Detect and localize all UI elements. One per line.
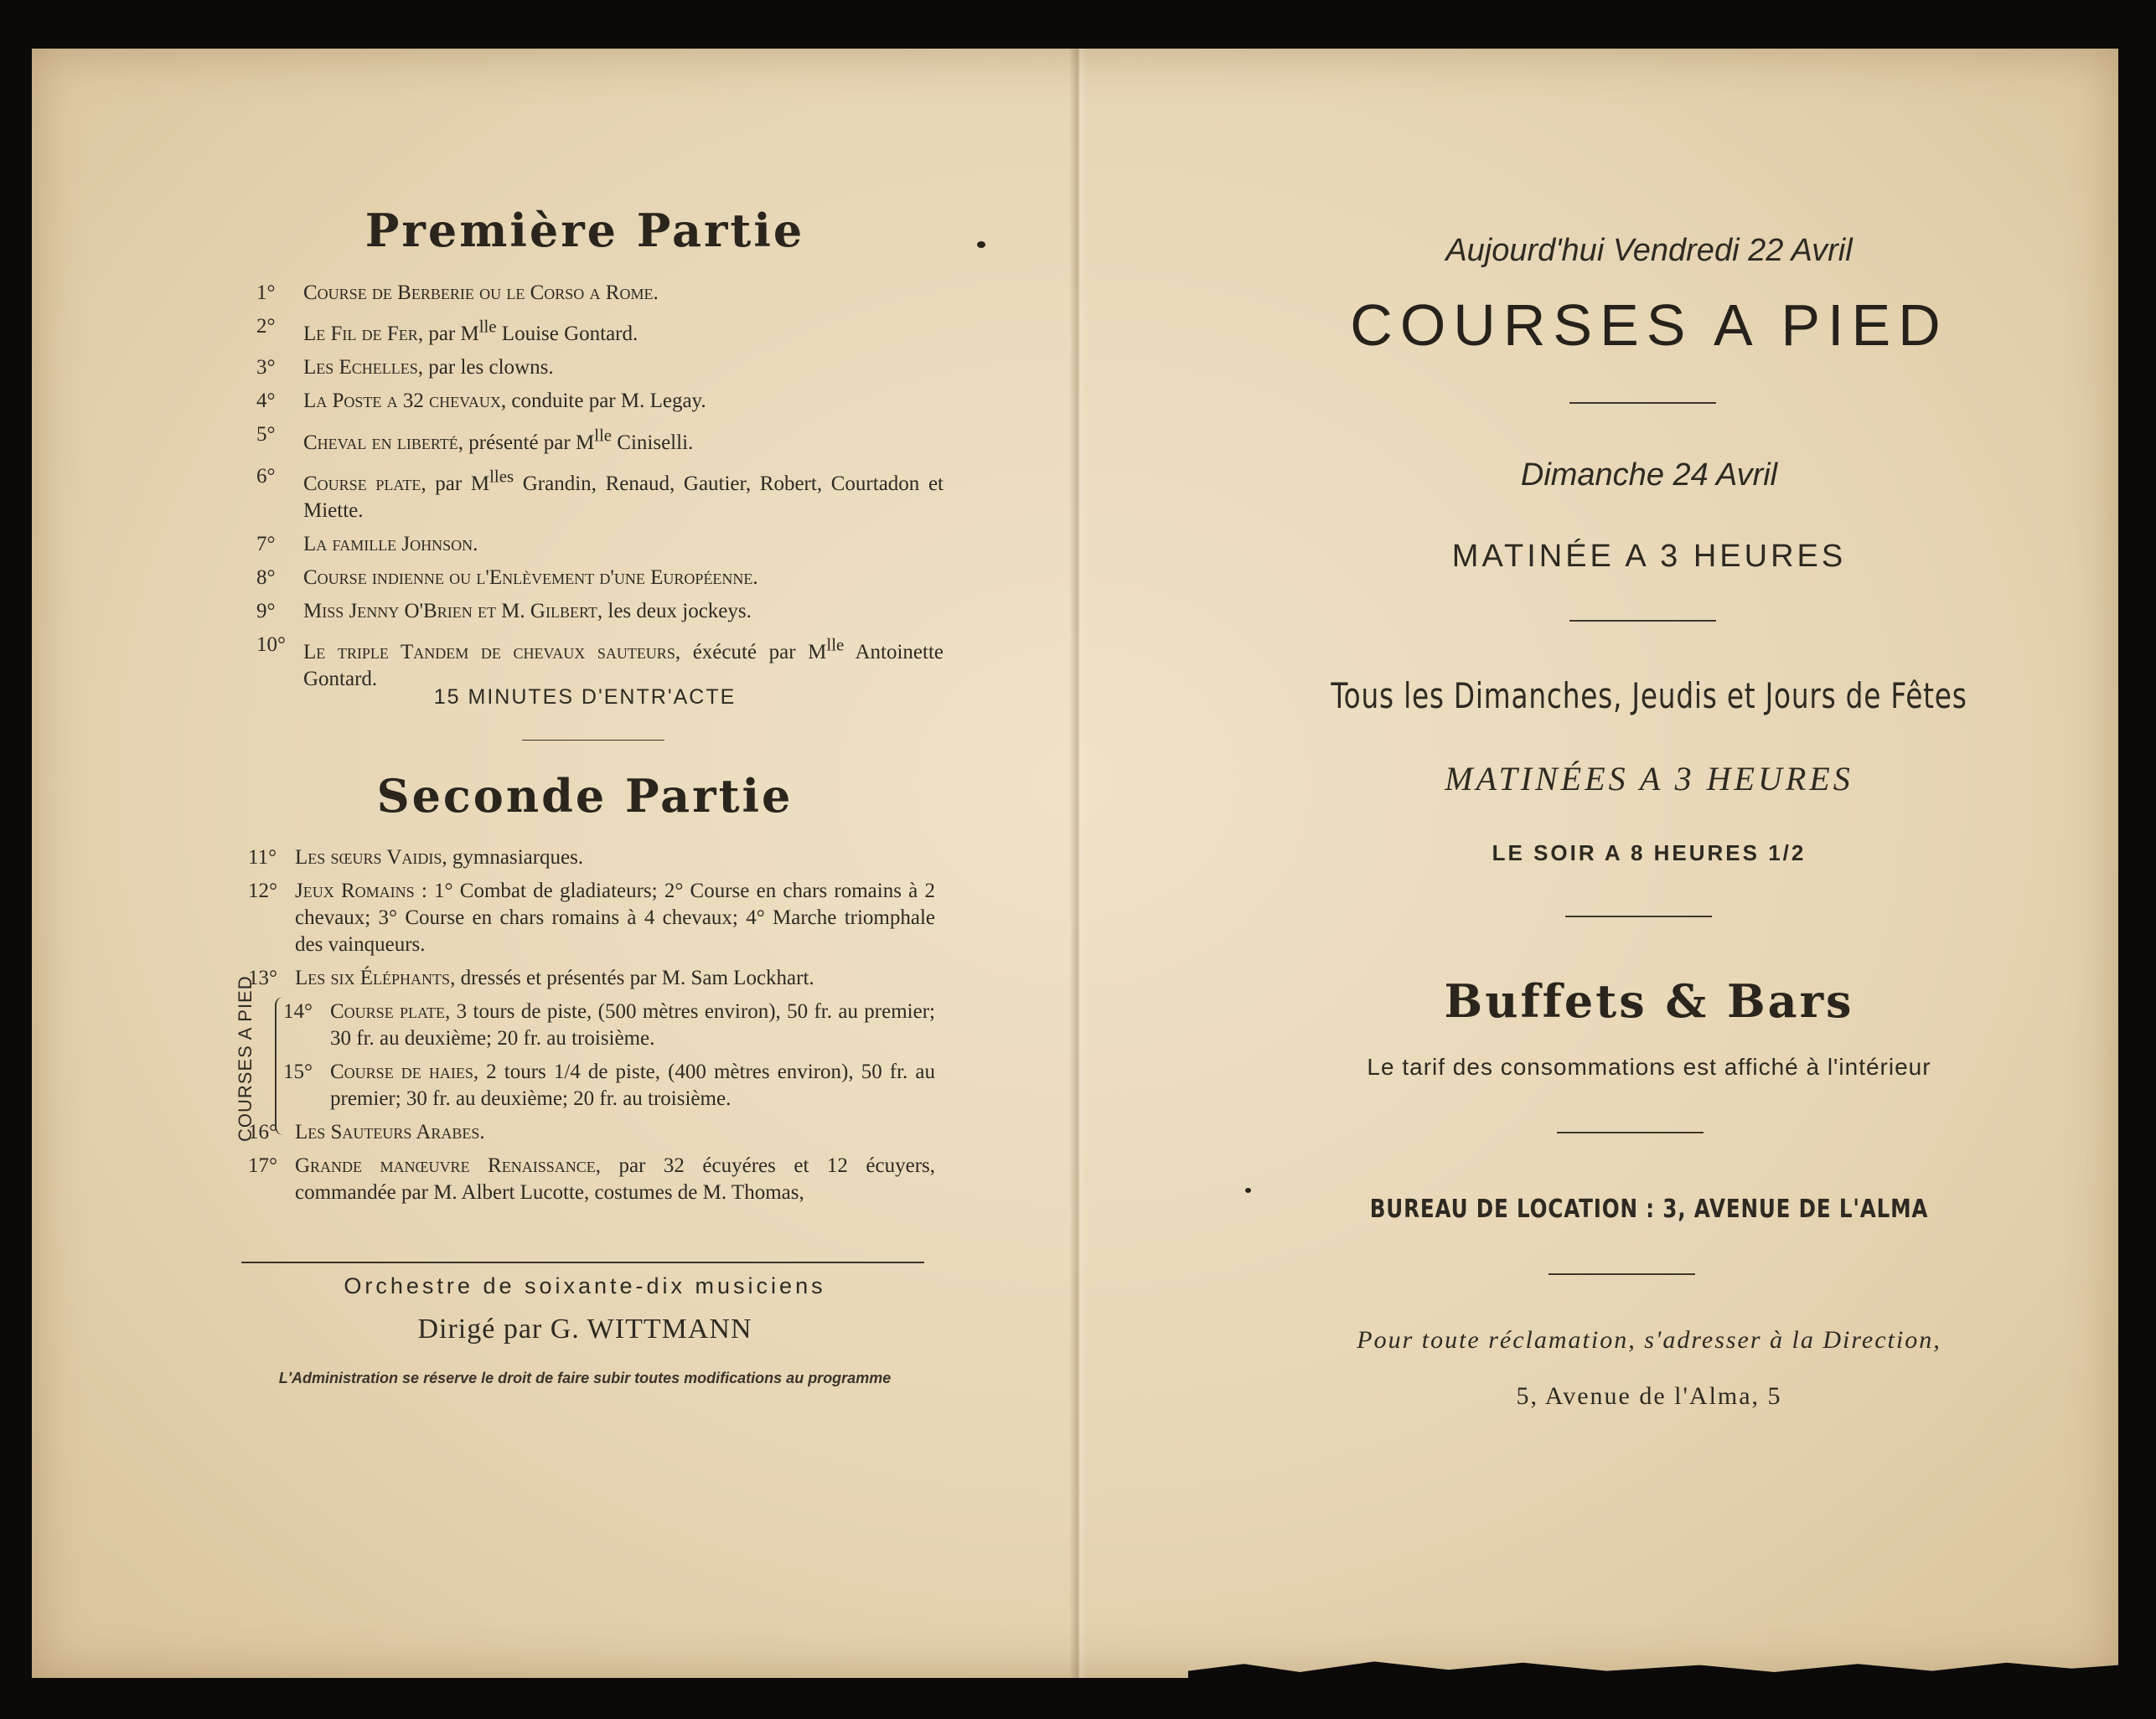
item-text: Course plate, par $M^{lles}$ Grandin, Renaud, Gautier, Robert, Courtadon et Miette.: [303, 466, 944, 522]
item-text: La famille Johnson.: [303, 532, 478, 555]
program-item: [256, 463, 944, 524]
item-number: 14°: [283, 1000, 313, 1023]
program-item: [256, 354, 944, 381]
item-number: 11°: [248, 846, 277, 869]
intermission: 15 MINUTES D'ENTR'ACTE: [433, 685, 737, 709]
item-number: 6°: [256, 464, 276, 488]
program-item: [248, 1153, 935, 1206]
item-text: Course plate, 3 tours de piste, (500 mètres environ), 50 fr. au premier; 30 fr. au deuxième; 20 fr. au troisième.: [330, 1000, 935, 1050]
ink-spot: [977, 241, 985, 248]
separator: [1569, 402, 1716, 404]
program-item: [248, 965, 935, 992]
program-item: [248, 878, 935, 958]
intermission-rule: [522, 740, 664, 741]
separator: [1557, 1132, 1704, 1133]
bottom-rule: [241, 1262, 924, 1263]
item-text: Les Sauteurs Arabes.: [295, 1121, 485, 1143]
program-item: [283, 1059, 935, 1112]
part2-list: [248, 844, 935, 1213]
item-text: Course indienne ou l'Enlèvement d'une Européenne.: [303, 565, 758, 589]
item-text: La Poste a 32 chevaux, conduite par M. Legay.: [303, 390, 706, 413]
item-number: 16°: [248, 1121, 277, 1143]
torn-edge: [1188, 1654, 2118, 1678]
matinee-line: MATINÉE A 3 HEURES: [1451, 539, 1847, 574]
part1-list: [256, 280, 944, 699]
item-text: Le Fil de Fer, par $M^{lle}$ Louise Gontard.: [303, 317, 639, 346]
item-number: 10°: [256, 632, 286, 656]
item-text: Les six Éléphants, dressés et présentés par M. Sam Lockhart.: [295, 967, 814, 989]
conductor-line: Dirigé par G. WITTMANN: [417, 1314, 752, 1345]
program-item: [256, 313, 944, 348]
separator: [1565, 916, 1712, 917]
item-number: 5°: [256, 423, 276, 447]
separator: [1548, 1273, 1695, 1275]
item-number: 17°: [248, 1154, 277, 1177]
disclaimer: L'Administration se réserve le droit de faire subir toutes modifications au programme: [278, 1370, 892, 1386]
part2-title: Seconde Partie: [376, 769, 794, 823]
buffets-heading: Buffets & Bars: [1444, 974, 1854, 1028]
every-line: Tous les Dimanches, Jeudis et Jours de Fêtes: [1331, 675, 1967, 716]
item-number: 8°: [256, 565, 276, 589]
item-number: 4°: [256, 390, 276, 413]
separator: [1569, 620, 1716, 622]
orchestra-line: Orchestre de soixante-dix musiciens: [344, 1273, 826, 1298]
item-text: Le triple Tandem de chevaux sauteurs, éxécuté par $M^{lle}$ Antoinette Gontard.: [303, 634, 944, 691]
item-number: 1°: [256, 281, 276, 304]
program-sheet: [32, 49, 2118, 1678]
item-number: 15°: [283, 1061, 313, 1083]
program-item: [256, 421, 944, 456]
program-item: [256, 598, 944, 625]
item-text: Miss Jenny O'Brien et M. Gilbert, les deux jockeys.: [303, 599, 752, 622]
item-text: Cheval en liberté, présenté par $M^{lle}$ Ciniselli.: [303, 425, 694, 454]
item-number: 9°: [256, 599, 276, 622]
item-number: 13°: [248, 967, 277, 989]
tariff-line: Le tarif des consommations est affiché à l'intérieur: [1367, 1054, 1931, 1080]
item-number: 7°: [256, 532, 276, 555]
program-item: [256, 280, 944, 307]
part1-title: Première Partie: [365, 204, 805, 257]
headline: COURSES A PIED: [1350, 292, 1948, 358]
item-text: Les sœurs Vaidis, gymnasiarques.: [295, 846, 584, 869]
item-text: Les Echelles, par les clowns.: [303, 356, 554, 379]
address-line: 5, Avenue de l'Alma, 5: [1516, 1382, 1782, 1410]
item-number: 3°: [256, 356, 276, 379]
item-number: 2°: [256, 315, 276, 338]
evening-line: LE SOIR A 8 HEURES 1/2: [1492, 840, 1807, 865]
item-number: 12°: [248, 880, 277, 902]
item-text: Course de haies, 2 tours 1/4 de piste, (400 mètres environ), 50 fr. au premier; 30 fr. au deuxième; 20 fr. au troisième.: [330, 1061, 935, 1110]
program-item: [256, 388, 944, 415]
bracket-brace: [275, 997, 285, 1135]
program-item: [256, 632, 944, 693]
program-item: [283, 999, 935, 1052]
item-text: Course de Berberie ou le Corso a Rome.: [303, 281, 659, 304]
bracket-label: COURSES A PIED: [235, 975, 256, 1142]
program-item: [256, 531, 944, 558]
office-line: BUREAU DE LOCATION : 3, AVENUE DE L'ALMA: [1369, 1195, 1929, 1224]
center-fold: [1069, 49, 1088, 1678]
program-item: [256, 565, 944, 591]
item-text: Jeux Romains : 1° Combat de gladiateurs; 2° Course en chars romains à 2 chevaux; 3° Course en chars romains à 4 chevaux; 4° Marche triomphale des vainqueurs.: [295, 880, 935, 956]
item-text: Grande manœuvre Renaissance, par 32 écuyéres et 12 écuyers, commandée par M. Albert Lucotte, costumes de M. Thomas,: [295, 1154, 935, 1204]
program-item: [248, 1119, 935, 1146]
ink-spot: [1245, 1188, 1251, 1193]
sunday-line: Dimanche 24 Avril: [1520, 457, 1778, 493]
claims-line: Pour toute réclamation, s'adresser à la Direction,: [1357, 1326, 1941, 1354]
program-item: [248, 844, 935, 871]
today-line: Aujourd'hui Vendredi 22 Avril: [1445, 233, 1853, 268]
matinees-line: MATINÉES A 3 HEURES: [1445, 760, 1854, 798]
